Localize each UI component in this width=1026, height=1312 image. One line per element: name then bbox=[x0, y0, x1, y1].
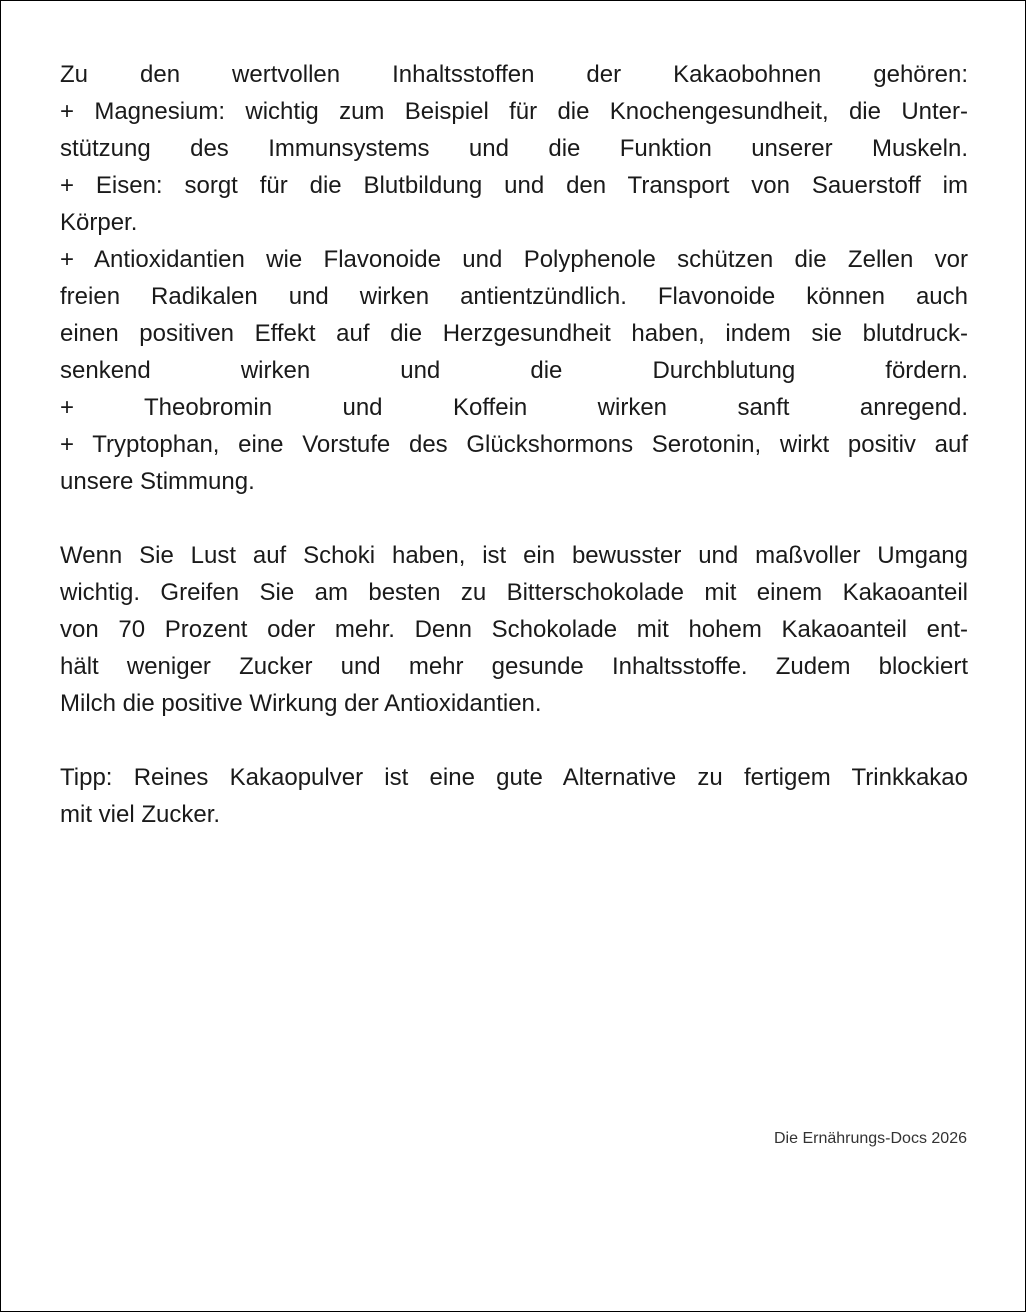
text-line: hält weniger Zucker und mehr gesunde Inhaltsstoffe. Zudem blockiert bbox=[60, 653, 968, 680]
text-line: + Eisen: sorgt für die Blutbildung und den Transport von Sauerstoff im bbox=[60, 172, 968, 199]
text-line: + Magnesium: wichtig zum Beispiel für die Knochengesundheit, die Unter- bbox=[60, 98, 968, 125]
text-line: Zu den wertvollen Inhaltsstoffen der Kakaobohnen gehören: bbox=[60, 61, 968, 88]
text-line: mit viel Zucker. bbox=[60, 801, 221, 828]
paragraph bbox=[60, 537, 968, 722]
text-line: stützung des Immunsystems und die Funktion unserer Muskeln. bbox=[60, 135, 968, 162]
text-line: unsere Stimmung. bbox=[60, 468, 255, 495]
text-line: + Theobromin und Koffein wirken sanft anregend. bbox=[60, 394, 968, 421]
body-text bbox=[60, 56, 968, 870]
text-line: + Tryptophan, eine Vorstufe des Glückshormons Serotonin, wirkt positiv auf bbox=[60, 431, 968, 458]
paragraph bbox=[60, 759, 968, 833]
text-line: freien Radikalen und wirken antientzündlich. Flavonoide können auch bbox=[60, 283, 968, 310]
text-line: Tipp: Reines Kakaopulver ist eine gute Alternative zu fertigem Trinkkakao bbox=[60, 764, 968, 791]
page-footer: Die Ernährungs-Docs 2026 bbox=[774, 1130, 967, 1147]
text-line: Milch die positive Wirkung der Antioxidantien. bbox=[60, 690, 542, 717]
text-line: einen positiven Effekt auf die Herzgesundheit haben, indem sie blutdruck- bbox=[60, 320, 968, 347]
text-line: Wenn Sie Lust auf Schoki haben, ist ein bewusster und maßvoller Umgang bbox=[60, 542, 968, 569]
text-line: wichtig. Greifen Sie am besten zu Bitterschokolade mit einem Kakaoanteil bbox=[60, 579, 968, 606]
text-line: senkend wirken und die Durchblutung fördern. bbox=[60, 357, 968, 384]
text-line: von 70 Prozent oder mehr. Denn Schokolade mit hohem Kakaoanteil ent- bbox=[60, 616, 968, 643]
paragraph bbox=[60, 56, 968, 500]
text-line: Körper. bbox=[60, 209, 138, 236]
text-line: + Antioxidantien wie Flavonoide und Polyphenole schützen die Zellen vor bbox=[60, 246, 968, 273]
